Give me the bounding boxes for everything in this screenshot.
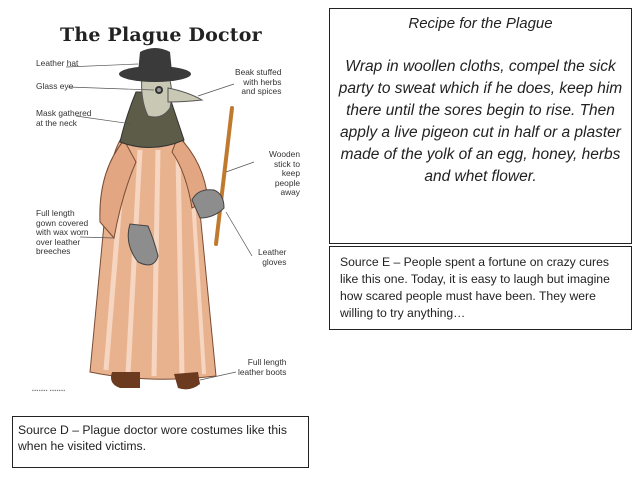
image-credit: ▪▪▪▪▪▪▪ ▪▪▪▪▪▪▪ (32, 388, 66, 394)
stick-icon (216, 108, 232, 244)
label-boots: Full length leather boots (238, 357, 287, 377)
label-leather-hat: Leather hat (36, 58, 79, 68)
source-d-text: Source D – Plague doctor wore costumes like this when he visited victims. (18, 423, 287, 453)
label-mask: Mask gathered at the neck (36, 108, 92, 128)
label-beak: Beak stuffed with herbs and spices (235, 67, 282, 96)
plague-doctor-illustration (28, 12, 300, 404)
hat-icon (119, 48, 191, 82)
label-gloves: Leather gloves (258, 247, 287, 267)
label-gown: Full length gown covered with wax worn over leather breeches (36, 208, 89, 256)
source-e-text: Source E – People spent a fortune on crazy cures like this one. Today, it is easy to laugh but imagine how scared people must have been. They were willing to try anything… (340, 255, 610, 320)
illustration-title: The Plague Doctor (60, 24, 262, 46)
recipe-title: Recipe for the Plague (408, 15, 553, 32)
source-d-box (12, 416, 309, 468)
label-stick: Wooden stick to keep people away (268, 149, 300, 197)
source-e-box (329, 246, 632, 330)
label-glass-eye: Glass eye (36, 81, 74, 91)
recipe-box (329, 8, 632, 244)
recipe-body: Wrap in woollen cloths, compel the sick party to sweat which if he does, keep him there until the sores begin to rise. Then apply a live pigeon cut in half or a plaster made of the yolk of an egg, honey, herbs and whet flower. (338, 58, 623, 185)
beak-mask-icon (120, 74, 202, 148)
